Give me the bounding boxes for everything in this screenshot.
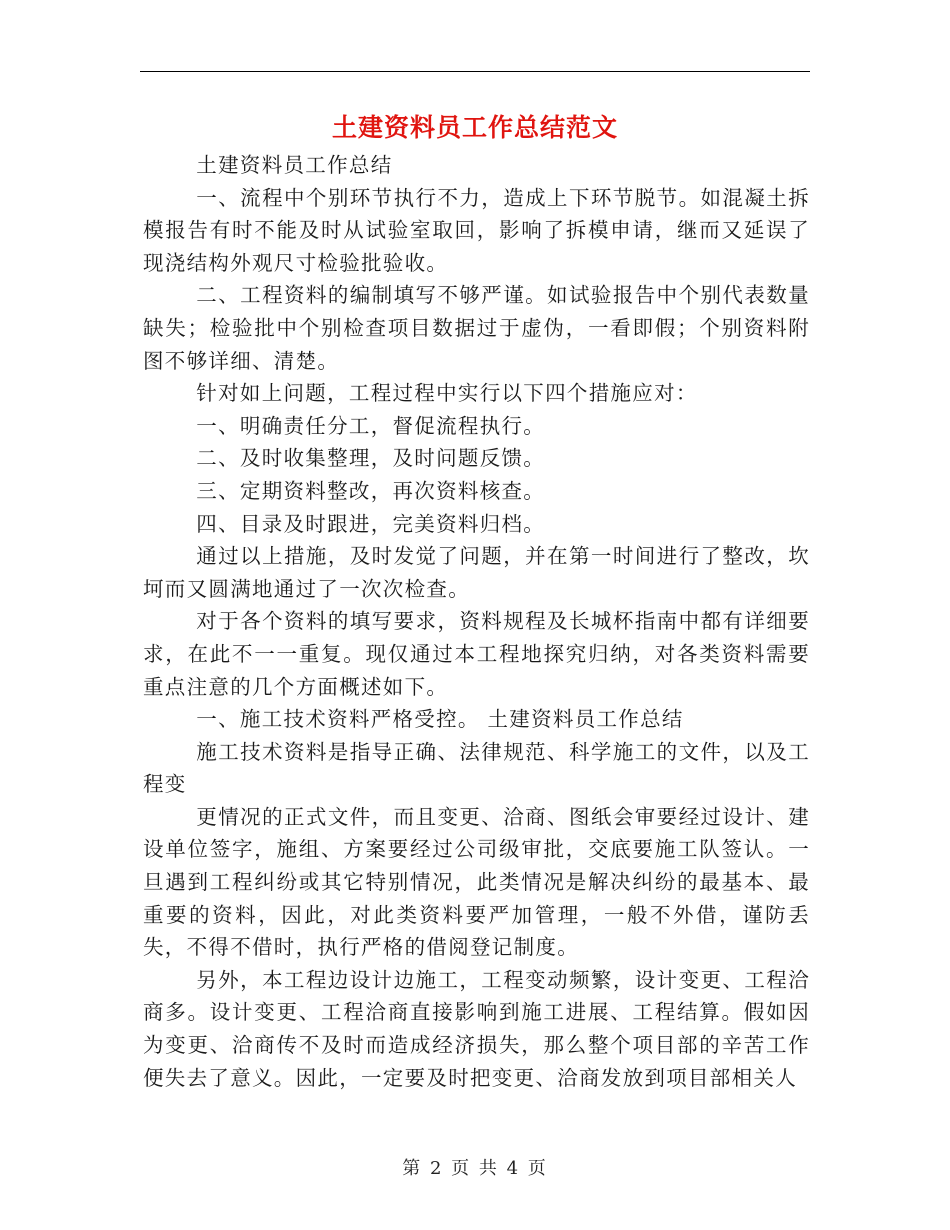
page-number-footer: 第 2 页 共 4 页 — [402, 1158, 548, 1179]
paragraph: 二、工程资料的编制填写不够严谨。如试验报告中个别代表数量缺失；检验批中个别检查项目数据过于虚伪，一看即假；个别资料附图不够详细、清楚。 — [143, 283, 810, 373]
paragraph: 更情况的正式文件，而且变更、洽商、图纸会审要经过设计、建设单位签字，施组、方案要经过公司级审批，交底要施工队签认。一旦遇到工程纠纷或其它特别情况，此类情况是解决纠纷的最基本、最重要的资料，因此，对此类资料要严加管理，一般不外借，谨防丢失，不得不借时，执行严格的借阅登记制度。 — [143, 804, 810, 960]
paragraph: 对于各个资料的填写要求，资料规程及长城杯指南中都有详细要求，在此不一一重复。现仅通过本工程地探究归纳，对各类资料需要重点注意的几个方面概述如下。 — [143, 609, 810, 699]
document-body — [143, 149, 810, 1094]
paragraph: 一、明确责任分工，督促流程执行。 — [196, 413, 546, 438]
paragraph: 通过以上措施，及时发觉了问题，并在第一时间进行了整改，坎坷而又圆满地通过了一次次检查。 — [143, 544, 810, 601]
paragraph: 一、施工技术资料严格受控。 土建资料员工作总结 — [196, 707, 684, 732]
paragraph: 施工技术资料是指导正确、法律规范、科学施工的文件，以及工程变 — [143, 739, 810, 797]
header-rule — [140, 71, 810, 72]
paragraph: 三、定期资料整改，再次资料核查。 — [196, 478, 546, 503]
paragraph: 一、流程中个别环节执行不力，造成上下环节脱节。如混凝土拆模报告有时不能及时从试验室取回，影响了拆模申请，继而又延误了现浇结构外观尺寸检验批验收。 — [143, 185, 810, 275]
paragraph: 四、目录及时跟进，完美资料归档。 — [196, 511, 546, 536]
paragraph: 另外，本工程边设计边施工，工程变动频繁，设计变更、工程洽商多。设计变更、工程洽商直接影响到施工进展、工程结算。假如因为变更、洽商传不及时而造成经济损失，那么整个项目部的辛苦工作便失去了意义。因此，一定要及时把变更、洽商发放到项目部相关人 — [143, 967, 810, 1090]
paragraph: 针对如上问题，工程过程中实行以下四个措施应对： — [196, 381, 698, 406]
paragraph: 土建资料员工作总结 — [196, 153, 393, 177]
document-title: 土建资料员工作总结范文 — [331, 113, 618, 142]
paragraph: 二、及时收集整理，及时问题反馈。 — [196, 446, 546, 471]
